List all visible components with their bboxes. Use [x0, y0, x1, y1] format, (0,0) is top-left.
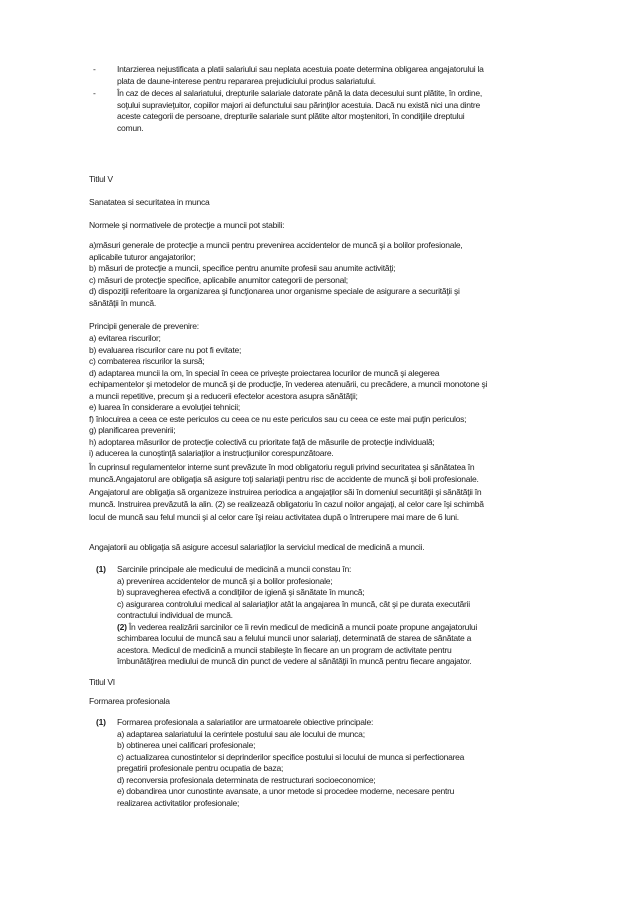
text-line: locul de muncă sau felul muncii şi al celor care îşi reiau activitatea după o întrerupere mai mare de 6 luni.	[89, 511, 459, 522]
acces-medical: Angajatorii au obligaţia să asigure accesul salariaţilor la serviciul medical de medicină a muncii.	[89, 542, 425, 552]
bullet-dash: -	[93, 64, 96, 74]
text-line: a) adaptarea salariatului la cerintele postului sau ale locului de munca;	[117, 728, 365, 739]
paragraph-number: (1)	[96, 564, 106, 574]
text-line: pregatirii profesionale pentru ocupatia de baza;	[117, 763, 284, 773]
text-line: muncă.Angajatorul are obligaţia să asigure toţi salariaţii pentru risc de accidente de muncă şi boli profesionale.	[89, 474, 479, 485]
bullet-paragraph	[117, 88, 557, 134]
list-item: e) luarea în considerare a evoluţiei tehnicii;	[89, 402, 240, 412]
text-line: contractului individual de muncă.	[117, 610, 233, 620]
norme-list	[89, 240, 559, 309]
norme-intro: Normele şi normativele de protecţie a muncii pot stabili:	[89, 220, 285, 230]
section-title: Titlul VI	[89, 677, 115, 687]
list-item: a) evitarea riscurilor;	[89, 333, 161, 343]
list-item: i) aducerea la cunoştinţă salariaţilor a instrucţiunilor corespunzătoare.	[89, 448, 334, 458]
text-line: c) asigurarea controlului medical al salariaţilor atât la angajarea în muncă, cât şi pe durata executării	[117, 598, 470, 609]
list-item: h) adoptarea măsurilor de protecţie colectivă cu prioritate faţă de măsurile de protecţie individuală;	[89, 436, 435, 447]
text-span: În vederea realizării sarcinilor ce îi revin medicul de medicină a muncii poate propune angajatorului	[126, 621, 477, 632]
list-item: echipamentelor şi metodelor de muncă şi de producţie, în vederea atenuării, cu precădere, a muncii monotone şi	[89, 379, 488, 389]
list-item: b) măsuri de protecţie a muncii, specifice pentru anumite profesii sau anumite activităţi;	[89, 263, 396, 273]
text-line: aceste categorii de persoane, drepturile salariale sunt plătite altor moştenitori, în condiţiile dreptului	[117, 111, 465, 121]
text-line: b) supravegherea efectivă a condiţiilor de igienă şi sănătate în muncă;	[117, 587, 365, 597]
list-item: b) evaluarea riscurilor care nu pot fi evitate;	[89, 344, 242, 355]
text-line: Sarcinile principale ale medicului de medicină a muncii constau în:	[117, 564, 352, 574]
paragraph-number: (1)	[96, 717, 106, 727]
list-item: f) înlocuirea a ceea ce este periculos cu ceea ce nu este periculos sau cu ceea ce este mai puţin periculos;	[89, 413, 467, 424]
text-line: soţului supravieţuitor, copiilor majori ai defunctului sau părinţilor acestuia. Dacă nu există nici una dintre	[117, 99, 481, 110]
list-item: c) combaterea riscurilor la sursă;	[89, 356, 205, 366]
bullet-paragraph	[117, 64, 557, 87]
section-heading: Formarea profesionala	[89, 696, 170, 706]
text-line: realizarea activitatilor profesionale;	[117, 797, 240, 808]
text-line: comun.	[117, 122, 144, 133]
text-line: b) obtinerea unei calificari profesionale;	[117, 740, 256, 750]
list-item: c) măsuri de protecţie specifice, aplicabile anumitor categorii de personal;	[89, 274, 348, 285]
text-line: În caz de deces al salariatului, drepturile salariale datorate până la data decesului sunt plătite, în ordine,	[117, 88, 482, 98]
paragraph-number: (2)	[117, 621, 127, 632]
text-line: Intarzierea nejustificata a platii salariului sau neplata acestuia poate determina obligarea angajatorului la	[117, 64, 484, 74]
regulament-paragraph	[89, 461, 559, 523]
text-line: c) actualizarea cunostintelor si deprinderilor specifice postului si locului de munca si perfectionarea	[117, 751, 465, 762]
principii-list	[89, 333, 559, 460]
text-line: d) reconversia profesionala determinata de restructurari socioeconomice;	[117, 774, 376, 785]
principii-intro: Principii generale de prevenire:	[89, 321, 199, 331]
text-line: acestora. Medicul de medicină a muncii stabileşte în fiecare an un program de activitate pentru	[117, 644, 452, 655]
list-item: aplicabile tuturor angajatorilor;	[89, 251, 196, 262]
list-item: a muncii repetitive, precum şi a reducerii efectelor acestora asupra sănătăţii;	[89, 390, 358, 401]
text-line: plata de daune-interese pentru repararea prejudiciului produs salariatului.	[117, 75, 376, 86]
list-item: sănătăţii în muncă.	[89, 297, 156, 308]
formare-paragraph	[117, 717, 557, 809]
section-heading: Sanatatea si securitatea in munca	[89, 197, 210, 207]
medic-paragraph	[117, 564, 557, 668]
text-line	[117, 622, 557, 634]
text-line: În cuprinsul regulamentelor interne sunt prevăzute în mod obligatoriu reguli privind securitatea şi sănătatea în	[89, 462, 475, 472]
section-title: Titlul V	[89, 174, 113, 184]
text-line: îmbunătăţirea mediului de muncă din punct de vedere al sănătăţii în muncă pentru fiecare angajator.	[117, 656, 472, 666]
text-line: e) dobandirea unor cunostinte avansate, a unor metode si procedee moderne, necesare pentru	[117, 786, 455, 796]
text-line: Angajatorul are obligaţia să organizeze instruirea periodica a angajaţilor săi în domeniul securităţii şi sănătăţii în	[89, 486, 482, 497]
text-line: schimbarea locului de muncă sau a felului muncii unor salariaţi, determinată de starea de sănătate a	[117, 633, 472, 643]
list-item: d) dispoziţii referitoare la organizarea şi funcţionarea unor organisme speciale de asigurare a securităţii şi	[89, 286, 460, 296]
text-line: muncă. Instruirea prevăzută la alin. (2) se realizează obligatoriu în cazul noilor angajaţi, al celor care îşi schimbă	[89, 499, 484, 510]
list-item: g) planificarea prevenirii;	[89, 425, 176, 435]
list-item: d) adaptarea muncii la om, în special în ceea ce priveşte proiectarea locurilor de muncă şi alegerea	[89, 367, 440, 378]
bullet-dash: -	[93, 88, 96, 98]
list-item: a)măsuri generale de protecţie a muncii pentru prevenirea accidentelor de muncă şi a bolilor profesionale,	[89, 240, 463, 250]
text-line: a) prevenirea accidentelor de muncă şi a bolilor profesionale;	[117, 575, 333, 586]
text-line: Formarea profesionala a salariatilor are urmatoarele obiective principale:	[117, 717, 374, 727]
